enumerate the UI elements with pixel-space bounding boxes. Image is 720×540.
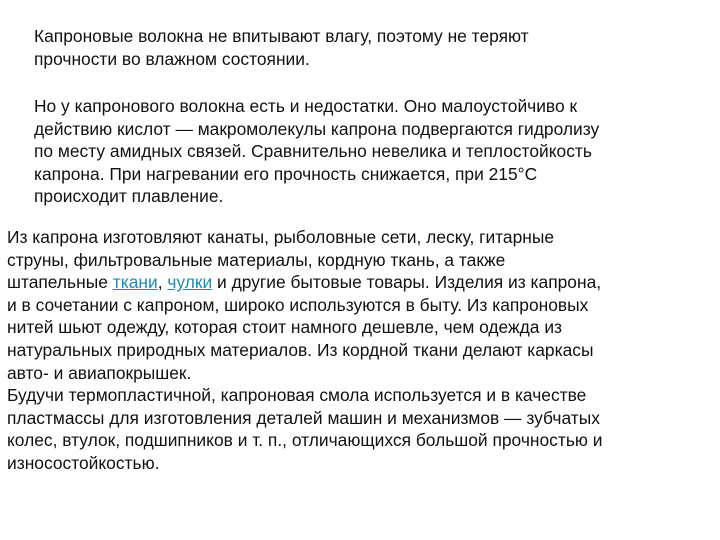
text-line: происходит плавление. [34,186,224,207]
paragraph-uses [7,226,602,475]
text-fragment: , [157,272,168,293]
text-line: струны, фильтровальные материалы, кордную ткань, а также [7,249,506,270]
text-line: Из капрона изготовляют канаты, рыболовные сети, леску, гитарные [7,227,555,247]
text-fragment: штапельные [7,272,113,293]
text-line: натуральных природных материалов. Из кордной ткани делают каркасы [7,339,594,360]
text-fragment: и другие бытовые товары. Изделия из капрона, [212,272,602,293]
text-line-with-links [7,271,602,294]
link-chulki[interactable]: чулки [167,272,213,293]
text-line: действию кислот — макромолекулы капрона подвергаются гидролизу [34,118,600,139]
text-line: пластмассы для изготовления деталей машин и механизмов — зубчатых [7,407,600,428]
text-line: колес, втулок, подшипников и т. п., отличающихся большой прочностью и [7,430,603,451]
text-line: капрона. При нагревании его прочность снижается, при 215°С [34,163,538,184]
text-line: прочности во влажном состоянии. [34,48,310,69]
text-line: износостойкостью. [7,452,160,473]
text-line: нитей шьют одежду, которая стоит намного дешевле, чем одежда из [7,317,563,338]
text-line: Будучи термопластичной, капроновая смола используется и в качестве [7,385,587,406]
text-line: авто- и авиапокрышек. [7,362,192,383]
paragraph-drawbacks [34,95,599,208]
text-line: Капроновые волокна не впитывают влагу, поэтому не теряют [34,26,529,46]
text-line: Но у капронового волокна есть и недостатки. Оно малоустойчиво к [34,96,578,116]
paragraph-moisture [34,25,529,70]
text-line: по месту амидных связей. Сравнительно невелика и теплостойкость [34,141,592,162]
link-tkani[interactable]: ткани [112,272,158,293]
text-line: и в сочетании с капроном, широко используются в быту. Из капроновых [7,294,589,315]
